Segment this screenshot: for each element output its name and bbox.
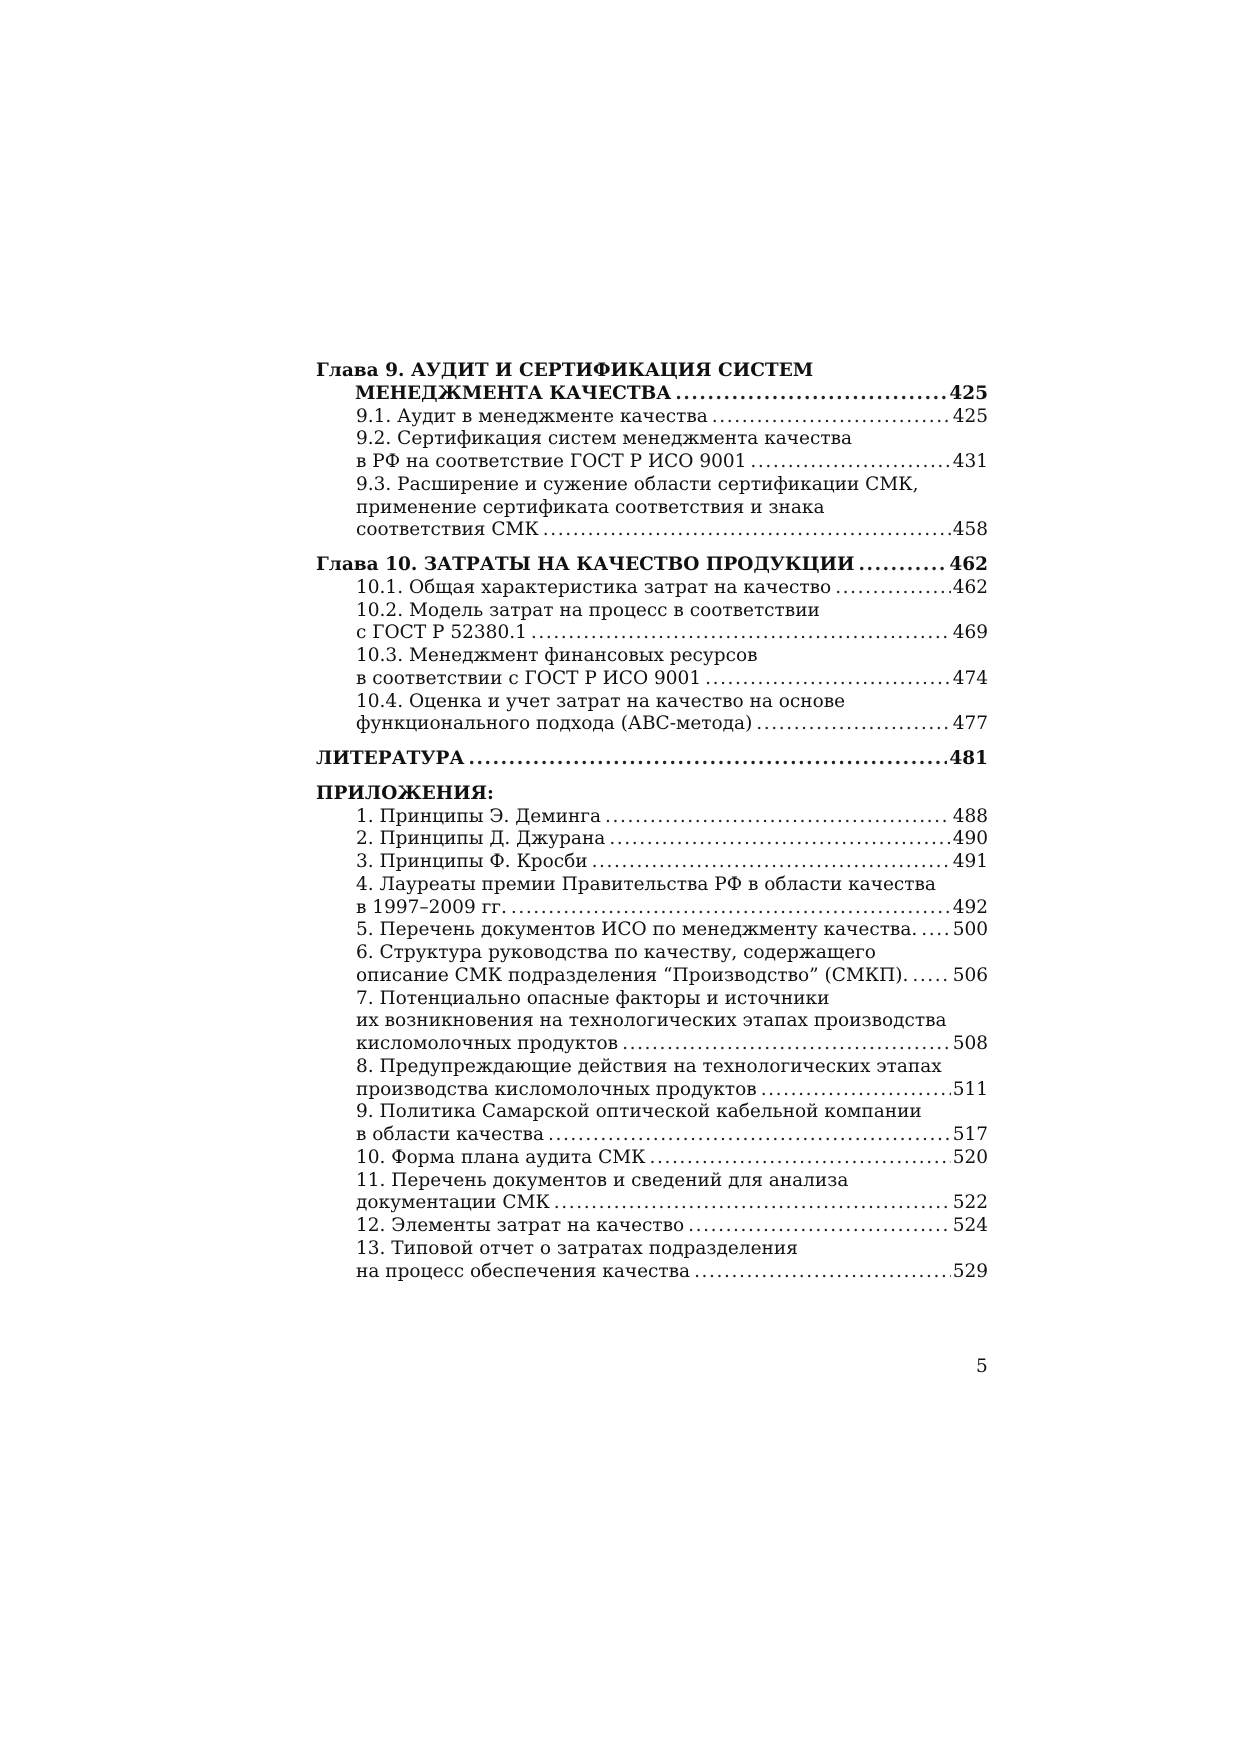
- leader-dots: [468, 748, 947, 771]
- leader-dots: [756, 713, 950, 736]
- appendix-item: [316, 1124, 988, 1147]
- appendix-title: документации СМК: [356, 1192, 550, 1214]
- appendix-item: [316, 806, 988, 829]
- appendix-title: 13. Типовой отчет о затратах подразделения: [356, 1237, 798, 1259]
- page-ref: 469: [952, 622, 988, 644]
- leader-dots: [511, 897, 951, 920]
- page-ref: 517: [952, 1124, 988, 1145]
- toc-section: [316, 406, 988, 429]
- appendix-title: 12. Элементы затрат на качество: [356, 1215, 685, 1236]
- appendix-title: 8. Предупреждающие действия на технологических этапах: [356, 1055, 942, 1077]
- appendix-item: [316, 1261, 988, 1284]
- leader-dots: [912, 965, 950, 988]
- section-title: 10.3. Менеджмент финансовых ресурсов: [356, 645, 758, 666]
- appendix-title: 3. Принципы Ф. Кросби: [356, 851, 588, 872]
- page-ref: 425: [949, 382, 988, 404]
- appendix-item: [316, 1147, 988, 1170]
- leader-dots: [622, 1033, 951, 1056]
- toc-section: [316, 451, 988, 474]
- toc-section: [316, 519, 988, 542]
- appendix-title: в 1997–2009 гг.: [356, 896, 507, 918]
- chapter-9-title-line2: МЕНЕДЖМЕНТА КАЧЕСТВА: [355, 382, 672, 404]
- appendix-title: 11. Перечень документов и сведений для анализа: [356, 1169, 849, 1191]
- appendix-title: кисломолочных продуктов: [356, 1033, 619, 1054]
- page-ref: 462: [952, 576, 988, 598]
- leader-dots: [554, 1192, 951, 1215]
- page-number: 5: [976, 1356, 988, 1377]
- appendix-title: описание СМК подразделения “Производство” (СМКП).: [356, 964, 909, 986]
- page-ref: 488: [952, 805, 988, 827]
- leader-dots: [712, 406, 951, 429]
- appendices-title: ПРИЛОЖЕНИЯ:: [316, 782, 494, 804]
- leader-dots: [609, 828, 950, 851]
- section-title: 10.1. Общая характеристика затрат на качество: [356, 576, 832, 598]
- appendix-item: [316, 1079, 988, 1102]
- leader-dots: [859, 554, 948, 577]
- appendix-item: [316, 965, 988, 988]
- leader-dots: [835, 577, 950, 600]
- page-ref: 522: [952, 1192, 988, 1214]
- appendix-title: 5. Перечень документов ИСО по менеджменту качества.: [356, 919, 918, 941]
- page-ref: 491: [952, 851, 988, 872]
- appendix-title: 6. Структура руководства по качеству, содержащего: [356, 942, 876, 963]
- appendix-title: 10. Форма плана аудита СМК: [356, 1146, 646, 1168]
- page-ref: 458: [952, 519, 988, 541]
- leader-dots: [761, 1079, 951, 1102]
- leader-dots: [543, 519, 951, 542]
- leader-dots: [531, 622, 951, 645]
- chapter-9-title-line1: Глава 9. АУДИТ И СЕРТИФИКАЦИЯ СИСТЕМ: [316, 360, 814, 381]
- leader-dots: [548, 1124, 951, 1147]
- page-ref: 520: [952, 1146, 988, 1168]
- page-ref: 529: [952, 1260, 988, 1282]
- section-title: в соответствии с ГОСТ Р ИСО 9001: [356, 667, 702, 689]
- appendix-item: [316, 828, 988, 851]
- appendix-title: 1. Принципы Э. Деминга: [356, 805, 602, 827]
- chapter-9-entry: [316, 383, 988, 406]
- leader-dots: [750, 451, 950, 474]
- appendix-item: [316, 1192, 988, 1215]
- section-title: 10.2. Модель затрат на процесс в соответствии: [356, 599, 820, 621]
- chapter-10-title: Глава 10. ЗАТРАТЫ НА КАЧЕСТВО ПРОДУКЦИИ: [316, 554, 855, 575]
- appendix-item: [316, 897, 988, 920]
- literature-entry: [316, 748, 988, 771]
- section-title: соответствия СМК: [356, 519, 539, 541]
- page-ref: 474: [952, 667, 988, 689]
- appendix-item: [316, 851, 988, 874]
- page-ref: 477: [952, 713, 988, 735]
- leader-dots: [694, 1261, 951, 1284]
- toc-section: [316, 622, 988, 645]
- toc-section: [316, 668, 988, 691]
- page-ref: 462: [949, 554, 988, 575]
- toc-section: [316, 713, 988, 736]
- page-ref: 425: [952, 405, 988, 427]
- chapter-10-entry: [316, 554, 988, 577]
- leader-dots: [592, 851, 951, 874]
- section-title: 10.4. Оценка и учет затрат на качество на основе: [356, 690, 846, 712]
- section-title: 9.1. Аудит в менеджменте качества: [356, 405, 708, 427]
- appendix-item: [316, 919, 988, 942]
- appendix-title: 7. Потенциально опасные факторы и источники: [356, 987, 830, 1009]
- appendix-item: [316, 1033, 988, 1056]
- appendix-title: в области качества: [356, 1124, 544, 1145]
- page-ref: 500: [952, 919, 988, 941]
- appendix-title: на процесс обеспечения качества: [356, 1260, 691, 1282]
- appendix-item: [316, 1215, 988, 1238]
- page-ref: 490: [952, 828, 988, 850]
- appendix-title: их возникновения на технологических этапах производства: [356, 1010, 947, 1032]
- page-ref: 492: [952, 896, 988, 918]
- appendix-title: 9. Политика Самарской оптической кабельной компании: [356, 1101, 922, 1123]
- section-title: 9.3. Расширение и сужение области сертификации СМК,: [356, 473, 919, 495]
- section-title: применение сертификата соответствия и знака: [356, 496, 825, 518]
- leader-dots: [605, 806, 951, 829]
- section-title: функционального подхода (АВС-метода): [356, 713, 753, 735]
- leader-dots: [705, 668, 951, 691]
- page-ref: 511: [952, 1078, 988, 1100]
- section-title: с ГОСТ Р 52380.1: [356, 622, 527, 644]
- appendix-title: 4. Лауреаты премии Правительства РФ в области качества: [356, 873, 936, 895]
- section-title: 9.2. Сертификация систем менеджмента качества: [356, 428, 853, 450]
- table-of-contents: [316, 360, 988, 1283]
- leader-dots: [650, 1147, 951, 1170]
- page-ref: 506: [952, 964, 988, 986]
- page-ref: 524: [952, 1215, 988, 1236]
- leader-dots: [675, 383, 947, 406]
- section-title: в РФ на соответствие ГОСТ Р ИСО 9001: [356, 451, 747, 472]
- page-ref: 431: [952, 451, 988, 472]
- appendix-title: производства кисломолочных продуктов: [356, 1078, 757, 1100]
- page-ref: 481: [949, 748, 988, 769]
- literature-title: ЛИТЕРАТУРА: [316, 748, 465, 769]
- leader-dots: [688, 1215, 951, 1238]
- toc-section: [316, 577, 988, 600]
- appendix-title: 2. Принципы Д. Джурана: [356, 828, 606, 850]
- page-ref: 508: [952, 1033, 988, 1054]
- leader-dots: [921, 919, 950, 942]
